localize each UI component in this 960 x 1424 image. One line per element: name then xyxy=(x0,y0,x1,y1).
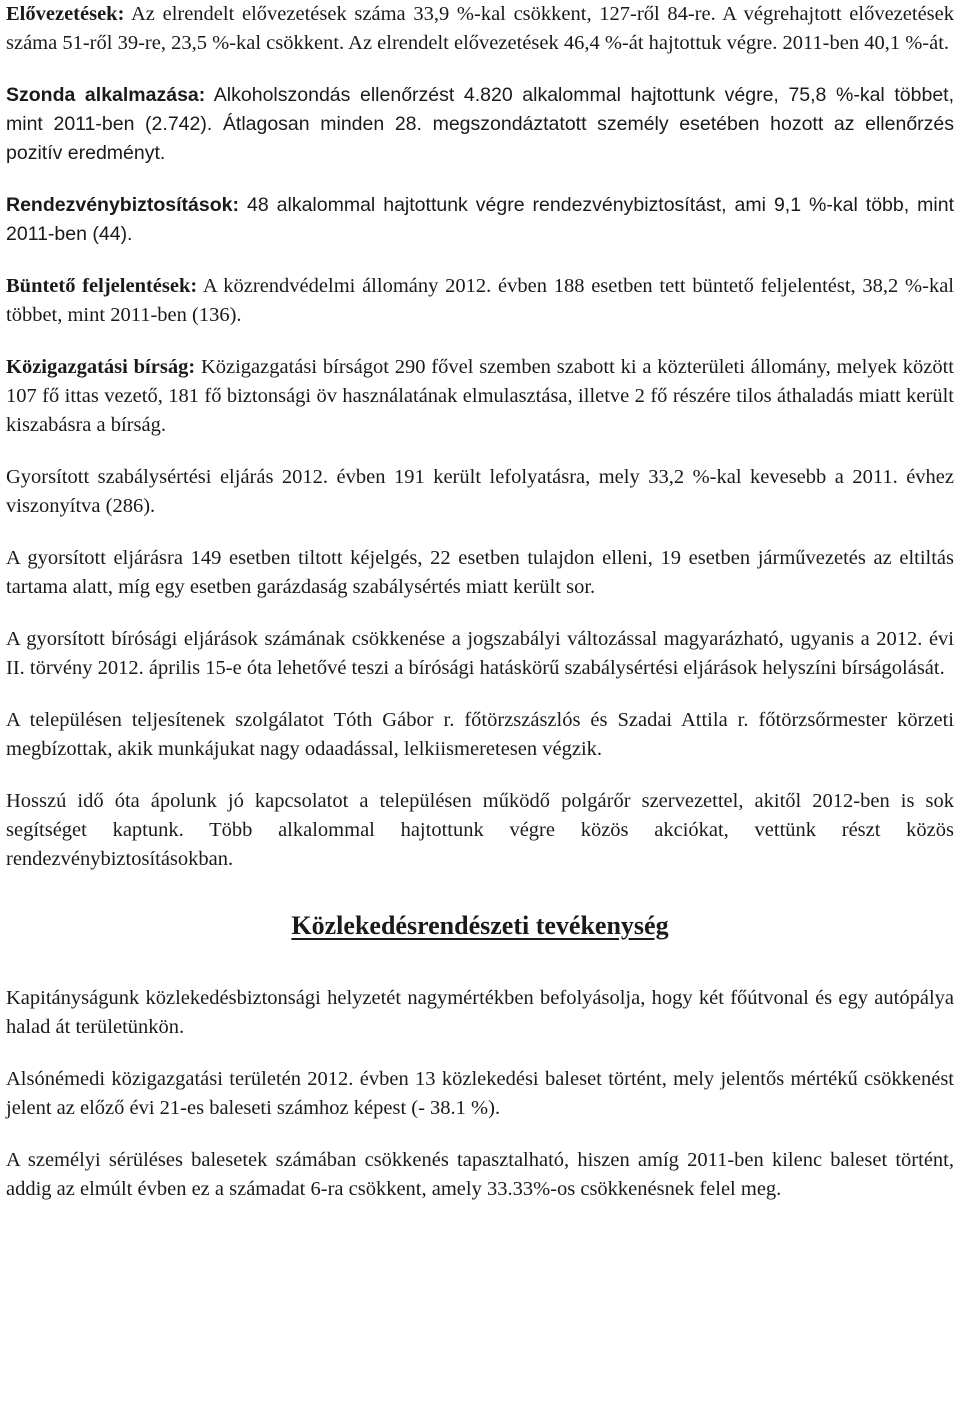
paragraph-kozlekedesi-balesetek: Alsónémedi közigazgatási területén 2012. évben 13 közlekedési baleset történt, mely jelentős mértékű csökkenést jelent az előző évi 21-es baleseti számhoz képest (- 38.1 %). xyxy=(6,1068,954,1119)
paragraph-gyorsitott-eljaras-reszletek: A gyorsított eljárásra 149 esetben tiltott kéjelgés, 22 esetben tulajdon elleni, 19 esetben járművezetés az eltiltás tartama alatt, míg egy esetben garázdaság szabálysértés miatt került sor. xyxy=(6,547,954,598)
paragraph-text: 48 alkalommal hajtottunk végre rendezvénybiztosítást, ami 9,1 %-kal több, mint 2011-ben (44). xyxy=(6,194,954,245)
paragraph-text: Közigazgatási bírságot 290 fővel szemben szabott ki a közterületi állomány, melyek között 107 fő ittas vezető, 181 fő biztonsági öv használatának elmulasztása, illetve 2 fő részére tilos áthaladás miatt került kiszabásra a bírság. xyxy=(6,356,954,436)
paragraph-label: Büntető feljelentések: xyxy=(6,275,198,297)
paragraph-rendezvenybiztositasok xyxy=(6,191,954,249)
paragraph-text: Az elrendelt elővezetések száma 33,9 %-kal csökkent, 127-ről 84-re. A végrehajtott elővezetések száma 51-ről 39-re, 23,5 %-kal csökkent. Az elrendelt elővezetések 46,4 %-át hajtottuk végre. 2011-ben 40,1 %-át. xyxy=(6,3,954,54)
paragraph-label: Közigazgatási bírság: xyxy=(6,356,196,378)
paragraph-kozlekedesbiztonsag: Kapitányságunk közlekedésbiztonsági helyzetét nagymértékben befolyásolja, hogy két főútvonal és egy autópálya halad át területünkön. xyxy=(6,987,954,1038)
paragraph-szemelyi-serules: A személyi sérüléses balesetek számában csökkenés tapasztalható, hiszen amíg 2011-ben kilenc baleset történt, addig az elmúlt évben ez a számadat 6-ra csökkent, amely 33.33%-os csökkenésnek felel meg. xyxy=(6,1149,954,1200)
paragraph-text: Alkoholszondás ellenőrzést 4.820 alkalommal hajtottunk végre, 75,8 %-kal többet, mint 2011-ben (2.742). Átlagosan minden 28. megszondáztatott személy esetében hozott az ellenőrzés pozitív eredményt. xyxy=(6,84,954,164)
paragraph-elovezetesek xyxy=(6,0,954,58)
paragraph-label: Rendezvénybiztosítások: xyxy=(6,194,239,216)
paragraph-label: Szonda alkalmazása: xyxy=(6,84,206,106)
paragraph-text: A közrendvédelmi állomány 2012. évben 188 esetben tett büntető feljelentést, 38,2 %-kal többet, mint 2011-ben (136). xyxy=(6,275,955,326)
paragraph-birosagi-eljarasok: A gyorsított bírósági eljárások számának csökkenése a jogszabályi változással magyarázható, ugyanis a 2012. évi II. törvény 2012. április 15-e óta lehetővé teszi a bírósági hatáskörű szabálysértési eljárások helyszíni bírságolását. xyxy=(6,628,954,679)
paragraph-kozigazgatasi-birsag xyxy=(6,353,954,440)
paragraph-szonda xyxy=(6,81,954,168)
section-heading: Közlekedésrendészeti tevékenység xyxy=(291,911,669,940)
paragraph-label: Elővezetések: xyxy=(6,3,125,25)
paragraph-korzeti-megbizottak: A településen teljesítenek szolgálatot Tóth Gábor r. főtörzszászlós és Szadai Attila r. főtörzsőrmester körzeti megbízottak, akik munkájukat nagy odaadással, lelkiismeretesen végzik. xyxy=(6,709,954,760)
paragraph-bunteto-feljelentesek xyxy=(6,272,954,330)
paragraph-polgaror-kapcsolat: Hosszú idő óta ápolunk jó kapcsolatot a településen működő polgárőr szervezettel, akitől 2012-ben is sok segítséget kaptunk. Több alkalommal hajtottunk végre közös akciókat, vettünk részt közös rendezvénybiztosításokban. xyxy=(6,790,954,870)
paragraph-gyorsitott-eljaras: Gyorsított szabálysértési eljárás 2012. évben 191 került lefolyatásra, mely 33,2 %-kal kevesebb a 2011. évhez viszonyítva (286). xyxy=(6,466,954,517)
